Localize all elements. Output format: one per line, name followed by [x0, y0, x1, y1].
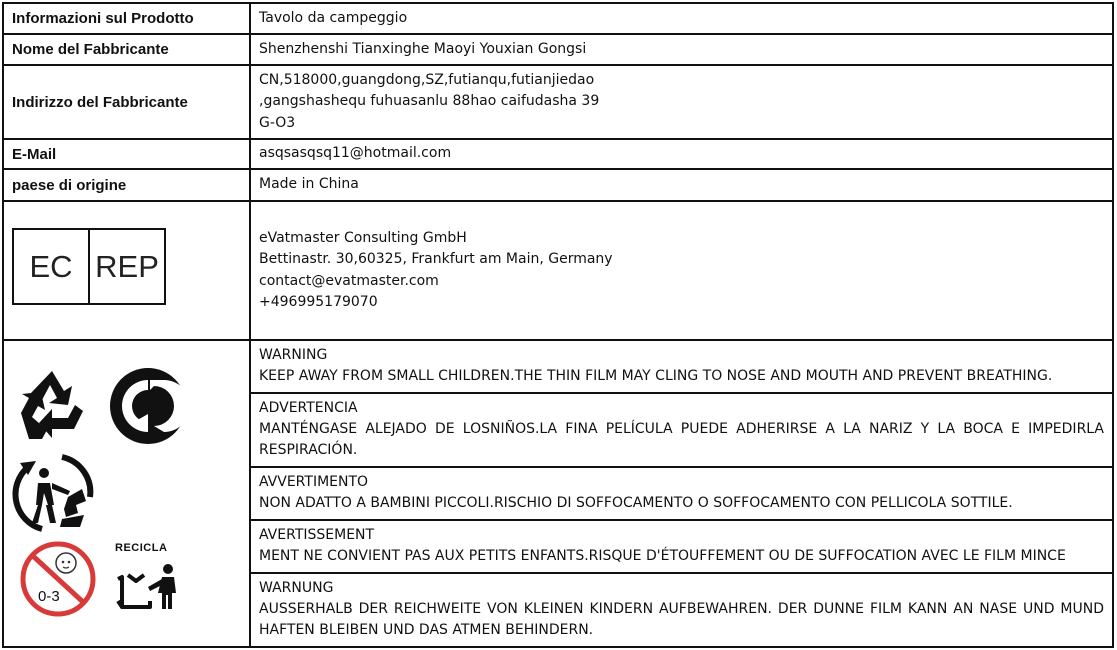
warning-de: [251, 574, 1112, 646]
warning-title: AVVERTIMENTO: [259, 474, 369, 490]
ec-rep-phone: +496995179070: [259, 294, 378, 310]
row-label-product: Informazioni sul Prodotto: [3, 3, 250, 34]
product-info-document: [2, 2, 1114, 647]
age-label: 0-3: [38, 587, 60, 605]
warning-title: WARNING: [259, 347, 328, 363]
row-value-origin: [250, 169, 1113, 201]
symbols-cell: [3, 340, 250, 647]
row-value-address: [250, 65, 1113, 139]
warning-text: NON ADATTO A BAMBINI PICCOLI.RISCHIO DI SOFFOCAMENTO O SOFFOCAMENTO CON PELLICOLA SOTTILE.: [259, 495, 1013, 511]
email-value: asqsasqsq11@hotmail.com: [259, 145, 452, 162]
warnings-cell: [250, 340, 1113, 647]
warning-title: ADVERTENCIA: [259, 400, 358, 416]
table-row: [3, 139, 1113, 169]
rep-label: REP: [88, 230, 164, 303]
warning-title: AVERTISSEMENT: [259, 527, 375, 543]
table-row: [3, 169, 1113, 201]
product-name: Tavolo da campeggio: [259, 9, 408, 26]
ec-label: EC: [29, 248, 73, 284]
warning-text: MENT NE CONVIENT PAS AUX PETITS ENFANTS.RISQUE D'ÉTOUFFEMENT OU DE SUFFOCATION AVEC LE FILM MINCE: [259, 548, 1066, 564]
ec-rep-company: eVatmaster Consulting GmbH: [259, 229, 467, 246]
tidyman-recycle-icon: [12, 453, 94, 533]
warning-it: [251, 468, 1112, 521]
warning-text: MANTÉNGASE ALEJADO DE LOSNIÑOS.LA FINA PELÍCULA PUEDE ADHERIRSE A LA NARIZ Y LA BOCA E IMPEDIRLA RESPIRACIÓN.: [259, 421, 1104, 458]
table-row-ec-rep: [3, 201, 1113, 340]
manufacturer-name: Shenzhenshi Tianxinghe Maoyi Youxian Gongsi: [259, 40, 587, 57]
ec-rep-email: contact@evatmaster.com: [259, 272, 439, 289]
row-value-email: [250, 139, 1113, 169]
ec-rep-address: Bettinastr. 30,60325, Frankfurt am Main, Germany: [259, 251, 613, 267]
table-row-warnings: [3, 340, 1113, 647]
row-value-manufacturer: [250, 34, 1113, 65]
row-label-manufacturer: Nome del Fabbricante: [3, 34, 250, 65]
table-row: [3, 65, 1113, 139]
recycle-icon: [12, 365, 92, 445]
product-info-table: [2, 2, 1114, 648]
row-label-origin: paese di origine: [3, 169, 250, 201]
origin-value: Made in China: [259, 176, 359, 193]
ec-rep-symbol: [12, 228, 166, 305]
warning-text: KEEP AWAY FROM SMALL CHILDREN.THE THIN FILM MAY CLING TO NOSE AND MOUTH AND PREVENT BREATHING.: [259, 368, 1053, 384]
ec-rep-details: [250, 201, 1113, 340]
symbols-area: [4, 343, 249, 645]
warning-fr: [251, 521, 1112, 574]
address-line-3: G-O3: [259, 114, 296, 131]
recicla-label: RECICLA: [115, 541, 168, 554]
warning-en: [251, 341, 1112, 394]
row-label-address: Indirizzo del Fabbricante: [3, 65, 250, 139]
table-row: [3, 3, 1113, 34]
row-label-email: E-Mail: [3, 139, 250, 169]
table-row: [3, 34, 1113, 65]
warning-text: AUSSERHALB DER REICHWEITE VON KLEINEN KINDERN AUFBEWAHREN. DER DUNNE FILM KANN AN NASE UND MUND HAFTEN BLEIBEN UND DAS ATMEN BEHINDERN.: [259, 601, 1104, 638]
recicla-bin-icon: [114, 561, 186, 613]
warning-title: WARNUNG: [259, 580, 334, 596]
address-line-1: CN,518000,guangdong,SZ,futianqu,futianjiedao: [259, 71, 595, 88]
warning-es: [251, 394, 1112, 468]
green-dot-icon: [108, 366, 188, 446]
not-for-0-3-icon: [18, 539, 98, 619]
row-value-product: [250, 3, 1113, 34]
address-line-2: ,gangshashequ fuhuasanlu 88hao caifudasha 39: [259, 93, 600, 110]
